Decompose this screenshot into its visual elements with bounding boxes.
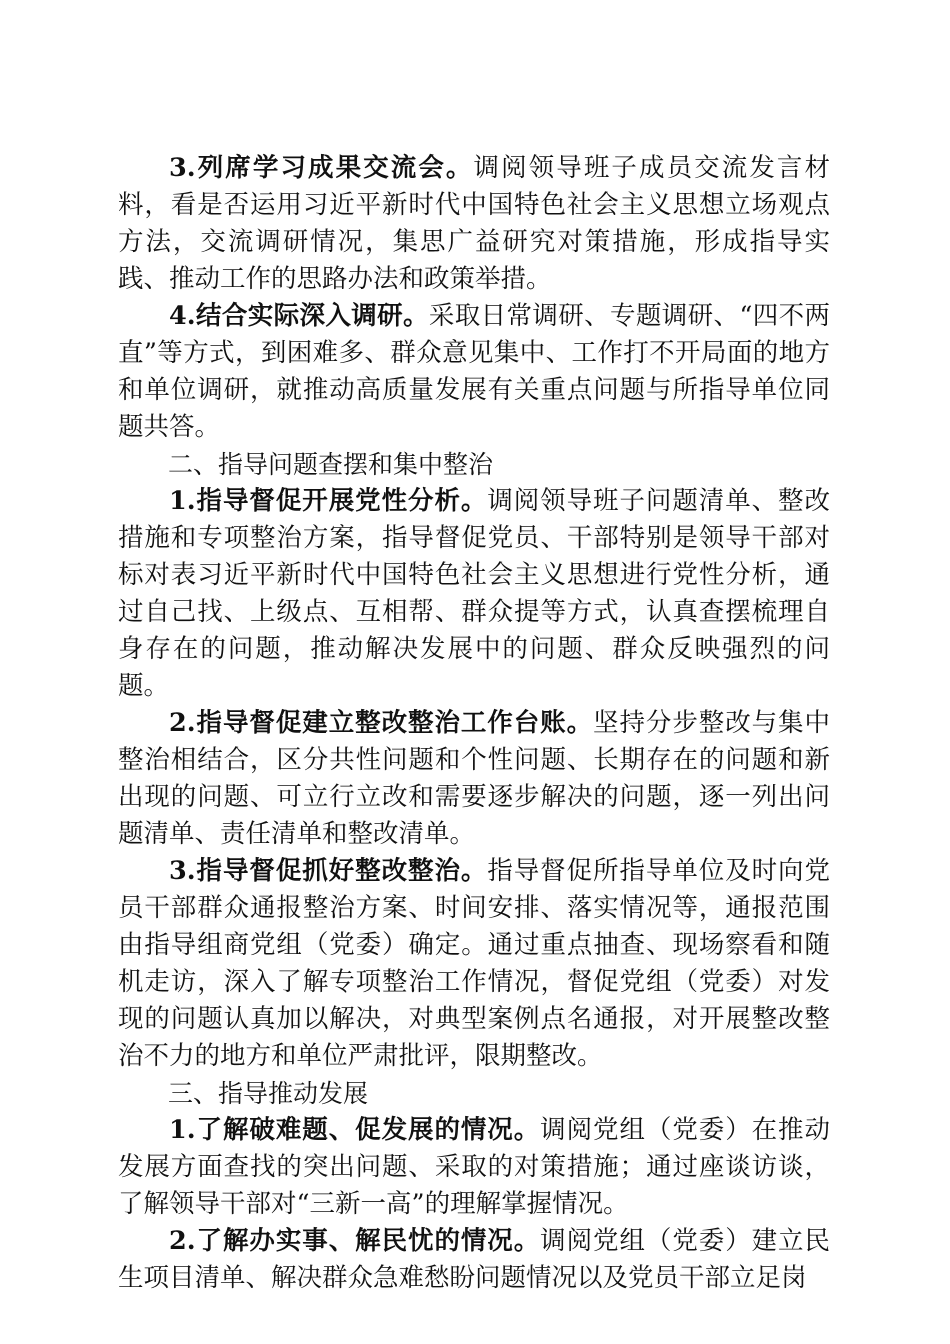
item-text: 调阅党组（党委）建立民生项目清单、解决群众急难愁盼问题情况以及党员干部立足岗 bbox=[118, 1226, 830, 1293]
item-text: 调阅领导班子问题清单、整改措施和专项整治方案，指导督促党员、干部特别是领导干部对标对表习近平新时代中国特色社会主义思想进行党性分析，通过自己找、上级点、互相帮、群众提等方式，认真查摆梳理自身存在的问题，推动解决发展中的问题、群众反映强烈的问题。 bbox=[118, 486, 830, 701]
section-heading: 二、指导问题查摆和集中整治 bbox=[168, 450, 494, 479]
item-lead: 1.指导督促开展党性分析。 bbox=[169, 486, 488, 516]
item-text: 采取日常调研、专题调研、“四不两直”等方式，到困难多、群众意见集中、工作打不开局面的地方和单位调研，就推动高质量发展有关重点问题与所指导单位同题共答。 bbox=[118, 301, 830, 442]
paragraph-item bbox=[118, 150, 830, 298]
item-lead: 4.结合实际深入调研。 bbox=[169, 301, 429, 331]
paragraph-item bbox=[118, 705, 830, 853]
item-text: 调阅领导班子成员交流发言材料，看是否运用习近平新时代中国特色社会主义思想立场观点方法，交流调研情况，集思广益研究对策措施，形成指导实践、推动工作的思路办法和政策举措。 bbox=[118, 153, 830, 294]
paragraph-item bbox=[118, 1112, 830, 1223]
paragraph-item bbox=[118, 1223, 830, 1297]
item-lead: 3.列席学习成果交流会。 bbox=[169, 153, 474, 183]
item-text: 指导督促所指导单位及时向党员干部群众通报整治方案、时间安排、落实情况等，通报范围由指导组商党组（党委）确定。通过重点抽查、现场察看和随机走访，深入了解专项整治工作情况，督促党组（党委）对发现的问题认真加以解决，对典型案例点名通报，对开展整改整治不力的地方和单位严肃批评，限期整改。 bbox=[118, 856, 830, 1071]
item-lead: 3.指导督促抓好整改整治。 bbox=[169, 856, 488, 886]
paragraph-item bbox=[118, 853, 830, 1075]
item-lead: 1.了解破难题、促发展的情况。 bbox=[169, 1115, 541, 1145]
item-text: 坚持分步整改与集中整治相结合，区分共性问题和个性问题、长期存在的问题和新出现的问题、可立行立改和需要逐步解决的问题，逐一列出问题清单、责任清单和整改清单。 bbox=[118, 708, 830, 849]
paragraph-item bbox=[118, 298, 830, 446]
item-lead: 2.了解办实事、解民忧的情况。 bbox=[169, 1226, 541, 1256]
item-lead: 2.指导督促建立整改整治工作台账。 bbox=[169, 708, 594, 738]
paragraph-item bbox=[118, 483, 830, 705]
section-heading: 三、指导推动发展 bbox=[168, 1079, 369, 1108]
item-text: 调阅党组（党委）在推动发展方面查找的突出问题、采取的对策措施；通过座谈访谈，了解领导干部对“三新一高”的理解掌握情况。 bbox=[118, 1115, 830, 1219]
document-page bbox=[118, 150, 830, 1297]
